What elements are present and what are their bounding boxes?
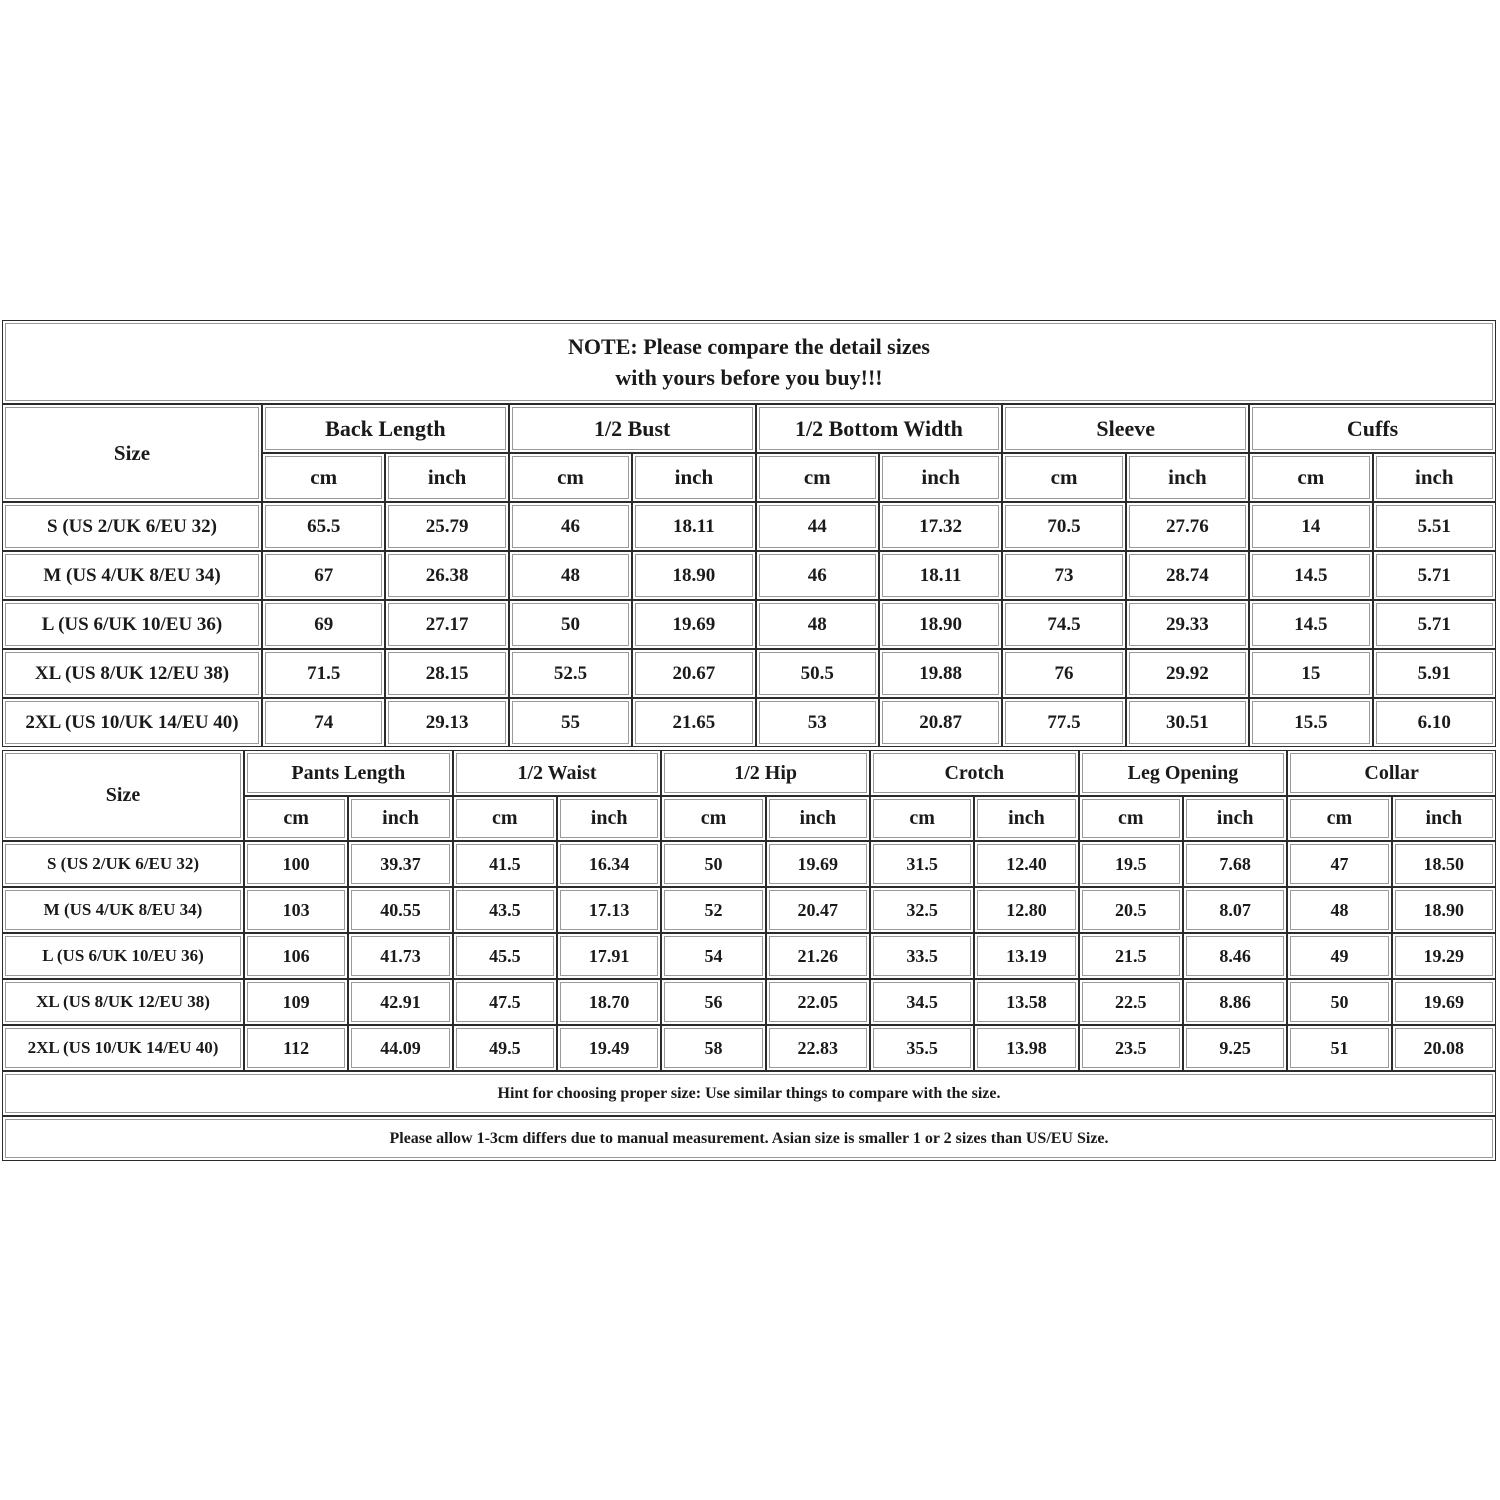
unit-header-cm: cm: [244, 796, 348, 841]
unit-header-inch: inch: [557, 796, 661, 841]
size-label: 2XL (US 10/UK 14/EU 40): [2, 1025, 244, 1071]
cell-inch: 13.98: [974, 1025, 1078, 1071]
top-size-table: [2, 404, 1496, 747]
cell-cm: 73: [1002, 551, 1125, 600]
cell-cm: 50: [1287, 979, 1391, 1025]
cell-inch: 5.71: [1373, 551, 1496, 600]
cell-cm: 44: [756, 502, 879, 551]
cell-cm: 23.5: [1079, 1025, 1183, 1071]
group-header-crotch: Crotch: [870, 750, 1079, 796]
cell-inch: 21.26: [766, 933, 870, 979]
cell-inch: 25.79: [385, 502, 508, 551]
cell-cm: 19.5: [1079, 841, 1183, 887]
cell-inch: 8.46: [1183, 933, 1287, 979]
cell-inch: 39.37: [348, 841, 452, 887]
unit-header-inch: inch: [632, 453, 755, 502]
cell-inch: 6.10: [1373, 698, 1496, 747]
unit-header-inch: inch: [766, 796, 870, 841]
cell-inch: 26.38: [385, 551, 508, 600]
cell-inch: 19.69: [766, 841, 870, 887]
cell-inch: 28.74: [1126, 551, 1249, 600]
unit-header-inch: inch: [1183, 796, 1287, 841]
cell-cm: 31.5: [870, 841, 974, 887]
note-box: [2, 320, 1496, 404]
table-row: [2, 600, 1496, 649]
cell-cm: 33.5: [870, 933, 974, 979]
cell-inch: 18.70: [557, 979, 661, 1025]
cell-inch: 44.09: [348, 1025, 452, 1071]
cell-cm: 41.5: [453, 841, 557, 887]
cell-inch: 9.25: [1183, 1025, 1287, 1071]
cell-inch: 7.68: [1183, 841, 1287, 887]
group-header-half-bust: 1/2 Bust: [509, 404, 756, 453]
cell-cm: 47.5: [453, 979, 557, 1025]
table-row: [2, 502, 1496, 551]
cell-cm: 20.5: [1079, 887, 1183, 933]
note-text: [2, 320, 1496, 404]
group-header-half-hip: 1/2 Hip: [661, 750, 870, 796]
cell-cm: 103: [244, 887, 348, 933]
cell-inch: 5.71: [1373, 600, 1496, 649]
group-header-cuffs: Cuffs: [1249, 404, 1496, 453]
cell-cm: 14.5: [1249, 551, 1372, 600]
unit-header-cm: cm: [1287, 796, 1391, 841]
unit-header-inch: inch: [1373, 453, 1496, 502]
cell-cm: 100: [244, 841, 348, 887]
unit-header-inch: inch: [1126, 453, 1249, 502]
group-header-collar: Collar: [1287, 750, 1496, 796]
cell-cm: 14.5: [1249, 600, 1372, 649]
table-row: [2, 551, 1496, 600]
note-line-2: with yours before you buy!!!: [615, 365, 883, 390]
cell-inch: 18.11: [632, 502, 755, 551]
cell-inch: 12.80: [974, 887, 1078, 933]
cell-inch: 8.86: [1183, 979, 1287, 1025]
cell-cm: 65.5: [262, 502, 385, 551]
cell-inch: 40.55: [348, 887, 452, 933]
table-row: [2, 1025, 1496, 1071]
unit-header-cm: cm: [661, 796, 765, 841]
unit-header-cm: cm: [509, 453, 632, 502]
cell-cm: 22.5: [1079, 979, 1183, 1025]
cell-inch: 17.91: [557, 933, 661, 979]
cell-cm: 112: [244, 1025, 348, 1071]
cell-inch: 19.88: [879, 649, 1002, 698]
cell-inch: 20.47: [766, 887, 870, 933]
cell-inch: 41.73: [348, 933, 452, 979]
cell-cm: 48: [1287, 887, 1391, 933]
unit-header-cm: cm: [1079, 796, 1183, 841]
note-line-1: NOTE: Please compare the detail sizes: [568, 334, 930, 359]
unit-header-cm: cm: [1249, 453, 1372, 502]
cell-cm: 53: [756, 698, 879, 747]
cell-inch: 30.51: [1126, 698, 1249, 747]
cell-inch: 5.91: [1373, 649, 1496, 698]
cell-cm: 50: [509, 600, 632, 649]
cell-inch: 5.51: [1373, 502, 1496, 551]
cell-inch: 17.13: [557, 887, 661, 933]
size-label: S (US 2/UK 6/EU 32): [2, 502, 262, 551]
cell-cm: 32.5: [870, 887, 974, 933]
cell-cm: 51: [1287, 1025, 1391, 1071]
cell-cm: 48: [509, 551, 632, 600]
cell-inch: 20.08: [1392, 1025, 1496, 1071]
unit-header-cm: cm: [1002, 453, 1125, 502]
cell-inch: 16.34: [557, 841, 661, 887]
size-label: M (US 4/UK 8/EU 34): [2, 887, 244, 933]
cell-inch: 29.33: [1126, 600, 1249, 649]
unit-header-inch: inch: [385, 453, 508, 502]
cell-cm: 49.5: [453, 1025, 557, 1071]
size-label: M (US 4/UK 8/EU 34): [2, 551, 262, 600]
cell-inch: 29.13: [385, 698, 508, 747]
table-row: [2, 887, 1496, 933]
size-label: L (US 6/UK 10/EU 36): [2, 600, 262, 649]
cell-cm: 55: [509, 698, 632, 747]
unit-header-cm: cm: [870, 796, 974, 841]
cell-inch: 18.50: [1392, 841, 1496, 887]
cell-cm: 50: [661, 841, 765, 887]
size-label: S (US 2/UK 6/EU 32): [2, 841, 244, 887]
cell-cm: 58: [661, 1025, 765, 1071]
cell-inch: 19.69: [632, 600, 755, 649]
cell-cm: 46: [756, 551, 879, 600]
group-header-leg-opening: Leg Opening: [1079, 750, 1288, 796]
cell-cm: 43.5: [453, 887, 557, 933]
cell-cm: 71.5: [262, 649, 385, 698]
cell-inch: 19.69: [1392, 979, 1496, 1025]
bottom-table-body: [2, 841, 1496, 1071]
cell-inch: 27.17: [385, 600, 508, 649]
cell-inch: 18.90: [632, 551, 755, 600]
cell-cm: 46: [509, 502, 632, 551]
cell-inch: 8.07: [1183, 887, 1287, 933]
size-label: XL (US 8/UK 12/EU 38): [2, 979, 244, 1025]
hint-text: Hint for choosing proper size: Use similar things to compare with the size.: [2, 1071, 1496, 1116]
size-label: L (US 6/UK 10/EU 36): [2, 933, 244, 979]
cell-inch: 27.76: [1126, 502, 1249, 551]
cell-cm: 76: [1002, 649, 1125, 698]
table-row: [2, 841, 1496, 887]
cell-cm: 74.5: [1002, 600, 1125, 649]
cell-inch: 22.05: [766, 979, 870, 1025]
cell-cm: 48: [756, 600, 879, 649]
cell-inch: 22.83: [766, 1025, 870, 1071]
unit-header-cm: cm: [453, 796, 557, 841]
cell-cm: 52: [661, 887, 765, 933]
cell-cm: 109: [244, 979, 348, 1025]
cell-inch: 20.67: [632, 649, 755, 698]
cell-cm: 106: [244, 933, 348, 979]
table-row: [2, 698, 1496, 747]
group-header-half-bottom-width: 1/2 Bottom Width: [756, 404, 1003, 453]
top-table-body: [2, 502, 1496, 747]
unit-header-inch: inch: [348, 796, 452, 841]
cell-cm: 77.5: [1002, 698, 1125, 747]
cell-inch: 28.15: [385, 649, 508, 698]
cell-inch: 18.90: [1392, 887, 1496, 933]
group-header-half-waist: 1/2 Waist: [453, 750, 662, 796]
cell-cm: 47: [1287, 841, 1391, 887]
table-row: [2, 979, 1496, 1025]
cell-cm: 35.5: [870, 1025, 974, 1071]
unit-header-inch: inch: [879, 453, 1002, 502]
cell-cm: 67: [262, 551, 385, 600]
cell-cm: 56: [661, 979, 765, 1025]
cell-inch: 20.87: [879, 698, 1002, 747]
cell-cm: 70.5: [1002, 502, 1125, 551]
unit-header-cm: cm: [262, 453, 385, 502]
size-label: XL (US 8/UK 12/EU 38): [2, 649, 262, 698]
cell-cm: 74: [262, 698, 385, 747]
cell-cm: 49: [1287, 933, 1391, 979]
size-label: 2XL (US 10/UK 14/EU 40): [2, 698, 262, 747]
cell-cm: 15: [1249, 649, 1372, 698]
cell-cm: 14: [1249, 502, 1372, 551]
cell-cm: 34.5: [870, 979, 974, 1025]
cell-cm: 15.5: [1249, 698, 1372, 747]
cell-inch: 19.29: [1392, 933, 1496, 979]
disclaimer-text: Please allow 1-3cm differs due to manual measurement. Asian size is smaller 1 or 2 sizes than US/EU Size.: [2, 1116, 1496, 1161]
cell-inch: 29.92: [1126, 649, 1249, 698]
unit-header-inch: inch: [1392, 796, 1496, 841]
cell-cm: 45.5: [453, 933, 557, 979]
hint-box: [2, 1071, 1496, 1161]
table-row: [2, 649, 1496, 698]
cell-inch: 42.91: [348, 979, 452, 1025]
group-header-sleeve: Sleeve: [1002, 404, 1249, 453]
cell-inch: 12.40: [974, 841, 1078, 887]
group-header-pants-length: Pants Length: [244, 750, 453, 796]
unit-header-inch: inch: [974, 796, 1078, 841]
cell-cm: 52.5: [509, 649, 632, 698]
unit-header-cm: cm: [756, 453, 879, 502]
bottom-size-table: [2, 750, 1496, 1071]
cell-inch: 18.11: [879, 551, 1002, 600]
size-header: Size: [2, 750, 244, 841]
cell-inch: 21.65: [632, 698, 755, 747]
cell-cm: 69: [262, 600, 385, 649]
cell-cm: 21.5: [1079, 933, 1183, 979]
size-header: Size: [2, 404, 262, 502]
cell-inch: 18.90: [879, 600, 1002, 649]
cell-cm: 50.5: [756, 649, 879, 698]
cell-inch: 13.19: [974, 933, 1078, 979]
group-header-back-length: Back Length: [262, 404, 509, 453]
cell-cm: 54: [661, 933, 765, 979]
cell-inch: 19.49: [557, 1025, 661, 1071]
cell-inch: 13.58: [974, 979, 1078, 1025]
cell-inch: 17.32: [879, 502, 1002, 551]
table-row: [2, 933, 1496, 979]
size-chart: [2, 320, 1496, 1161]
